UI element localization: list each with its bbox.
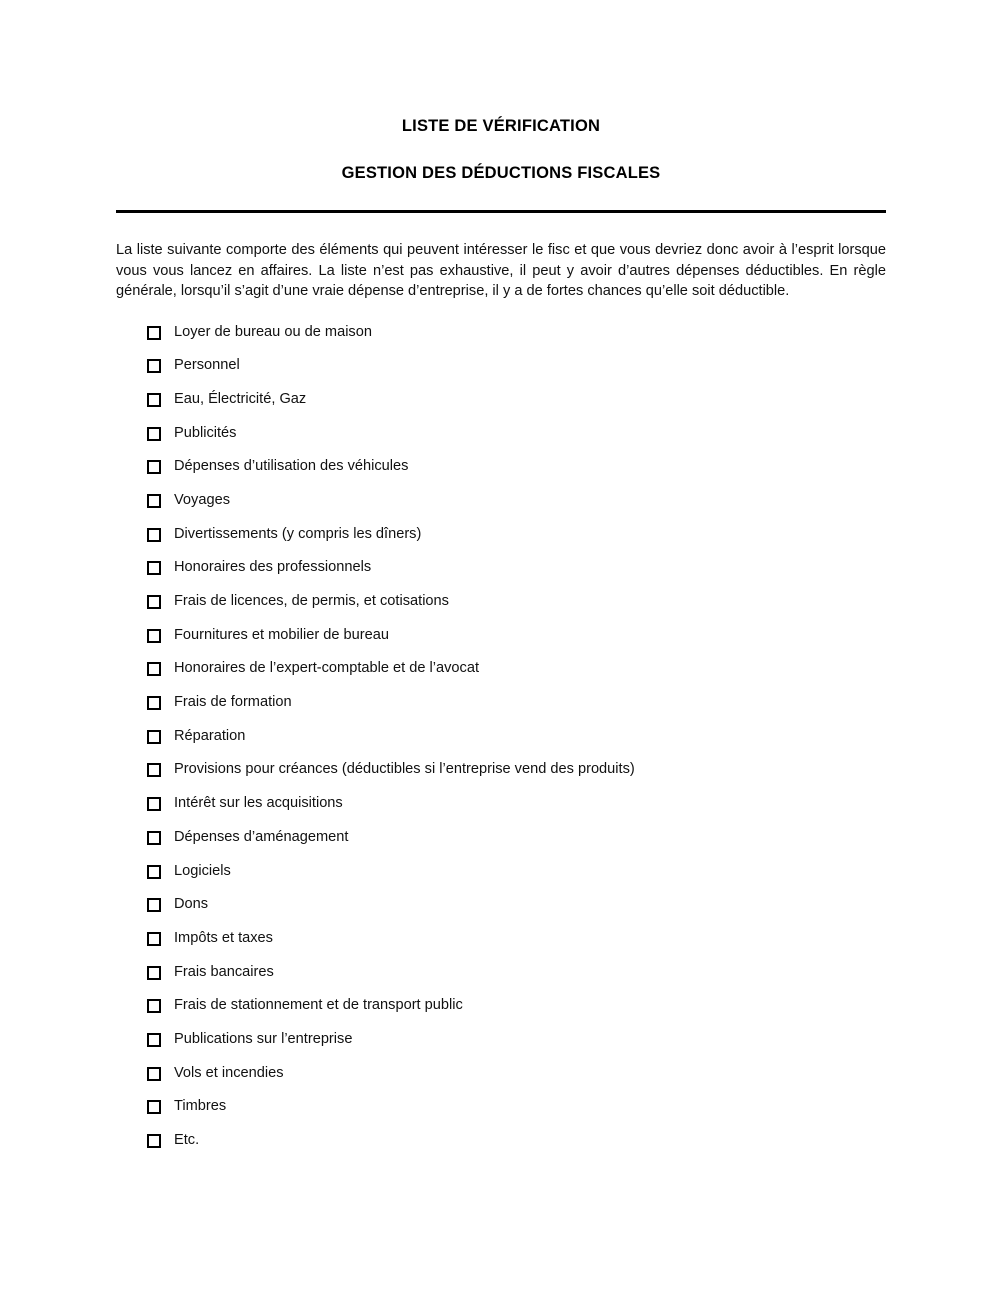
checklist-item[interactable] bbox=[116, 592, 886, 626]
checklist-item-label: Impôts et taxes bbox=[174, 929, 273, 946]
checklist-item-label: Logiciels bbox=[174, 862, 231, 879]
empty-checkbox-icon[interactable] bbox=[147, 427, 161, 441]
checklist-item-label: Dépenses d’aménagement bbox=[174, 828, 349, 845]
checklist-item-label: Etc. bbox=[174, 1132, 200, 1148]
checklist-item[interactable] bbox=[116, 390, 886, 424]
checklist-item-label: Frais de stationnement et de transport public bbox=[174, 997, 463, 1014]
empty-checkbox-icon[interactable] bbox=[147, 932, 161, 946]
checklist-item[interactable] bbox=[116, 491, 886, 525]
checklist-item[interactable] bbox=[116, 727, 886, 761]
empty-checkbox-icon[interactable] bbox=[147, 966, 161, 980]
checklist-item-label: Publications sur l’entreprise bbox=[174, 1030, 353, 1047]
empty-checkbox-icon[interactable] bbox=[147, 460, 161, 474]
checklist-item[interactable] bbox=[116, 929, 886, 963]
checklist-item-label: Frais bancaires bbox=[174, 963, 274, 980]
checklist-item-label: Vols et incendies bbox=[174, 1064, 284, 1081]
checklist-item[interactable] bbox=[116, 323, 886, 357]
checklist-item-label: Loyer de bureau ou de maison bbox=[174, 323, 372, 340]
checklist-item[interactable] bbox=[116, 424, 886, 458]
empty-checkbox-icon[interactable] bbox=[147, 1100, 161, 1114]
checklist-item[interactable] bbox=[116, 862, 886, 896]
checklist-item[interactable] bbox=[116, 1064, 886, 1098]
checklist-item-label: Voyages bbox=[174, 491, 230, 508]
checklist-item-label: Fournitures et mobilier de bureau bbox=[174, 626, 389, 643]
document-content bbox=[116, 0, 886, 1165]
empty-checkbox-icon[interactable] bbox=[147, 629, 161, 643]
empty-checkbox-icon[interactable] bbox=[147, 999, 161, 1013]
checklist-item[interactable] bbox=[116, 794, 886, 828]
checklist-item[interactable] bbox=[116, 525, 886, 559]
checklist-item[interactable] bbox=[116, 895, 886, 929]
checklist-item-label: Intérêt sur les acquisitions bbox=[174, 795, 343, 812]
checklist-item-label: Dépenses d’utilisation des véhicules bbox=[174, 458, 409, 475]
checklist-item[interactable] bbox=[116, 558, 886, 592]
empty-checkbox-icon[interactable] bbox=[147, 393, 161, 407]
checklist-item-label: Frais de formation bbox=[174, 694, 292, 711]
empty-checkbox-icon[interactable] bbox=[147, 1033, 161, 1047]
checklist-item-label: Honoraires de l’expert-comptable et de l’avocat bbox=[174, 660, 480, 677]
empty-checkbox-icon[interactable] bbox=[147, 730, 161, 744]
checklist-item[interactable] bbox=[116, 996, 886, 1030]
empty-checkbox-icon[interactable] bbox=[147, 662, 161, 676]
checklist-item-label: Publicités bbox=[174, 424, 237, 441]
checklist-item[interactable] bbox=[116, 693, 886, 727]
checklist-item-label: Provisions pour créances (déductibles si l’entreprise vend des produits) bbox=[174, 761, 635, 778]
page-title: LISTE DE VÉRIFICATION bbox=[401, 117, 601, 135]
empty-checkbox-icon[interactable] bbox=[147, 898, 161, 912]
empty-checkbox-icon[interactable] bbox=[147, 797, 161, 811]
empty-checkbox-icon[interactable] bbox=[147, 763, 161, 777]
checklist-item[interactable] bbox=[116, 760, 886, 794]
empty-checkbox-icon[interactable] bbox=[147, 494, 161, 508]
empty-checkbox-icon[interactable] bbox=[147, 561, 161, 575]
intro-paragraph: La liste suivante comporte des éléments qui peuvent intéresser le fisc et que vous devriez donc avoir à l’esprit lorsque vous vous lancez en affaires. La liste n’est pas exhaustive, il peut y avoir d’autres dépenses déductibles. En règle générale, lorsqu’il s’agit d’une vraie dépense d’entreprise, il y a de fortes chances qu’elle soit déductible. bbox=[116, 242, 886, 299]
empty-checkbox-icon[interactable] bbox=[147, 696, 161, 710]
checklist-item-label: Frais de licences, de permis, et cotisations bbox=[174, 593, 449, 609]
empty-checkbox-icon[interactable] bbox=[147, 528, 161, 542]
checklist-item-label: Timbres bbox=[174, 1098, 227, 1115]
page-subtitle: GESTION DES DÉDUCTIONS FISCALES bbox=[341, 164, 661, 182]
empty-checkbox-icon[interactable] bbox=[147, 1134, 161, 1148]
checklist-item[interactable] bbox=[116, 356, 886, 390]
empty-checkbox-icon[interactable] bbox=[147, 326, 161, 340]
checklist-item-label: Honoraires des professionnels bbox=[174, 559, 372, 576]
checklist-item-label: Personnel bbox=[174, 357, 240, 374]
empty-checkbox-icon[interactable] bbox=[147, 865, 161, 879]
empty-checkbox-icon[interactable] bbox=[147, 831, 161, 845]
checklist-item[interactable] bbox=[116, 1097, 886, 1131]
empty-checkbox-icon[interactable] bbox=[147, 595, 161, 609]
checklist-item[interactable] bbox=[116, 828, 886, 862]
empty-checkbox-icon[interactable] bbox=[147, 1067, 161, 1081]
checklist-item[interactable] bbox=[116, 457, 886, 491]
deduction-checklist bbox=[116, 323, 886, 1165]
checklist-item-label: Eau, Électricité, Gaz bbox=[174, 390, 307, 407]
checklist-item[interactable] bbox=[116, 626, 886, 660]
checklist-item-label: Dons bbox=[174, 896, 209, 913]
checklist-item[interactable] bbox=[116, 1131, 886, 1165]
checklist-item[interactable] bbox=[116, 963, 886, 997]
checklist-item-label: Divertissements (y compris les dîners) bbox=[174, 525, 422, 542]
checklist-item[interactable] bbox=[116, 659, 886, 693]
empty-checkbox-icon[interactable] bbox=[147, 359, 161, 373]
header-divider bbox=[116, 210, 886, 213]
checklist-item-label: Réparation bbox=[174, 727, 246, 744]
checklist-item[interactable] bbox=[116, 1030, 886, 1064]
